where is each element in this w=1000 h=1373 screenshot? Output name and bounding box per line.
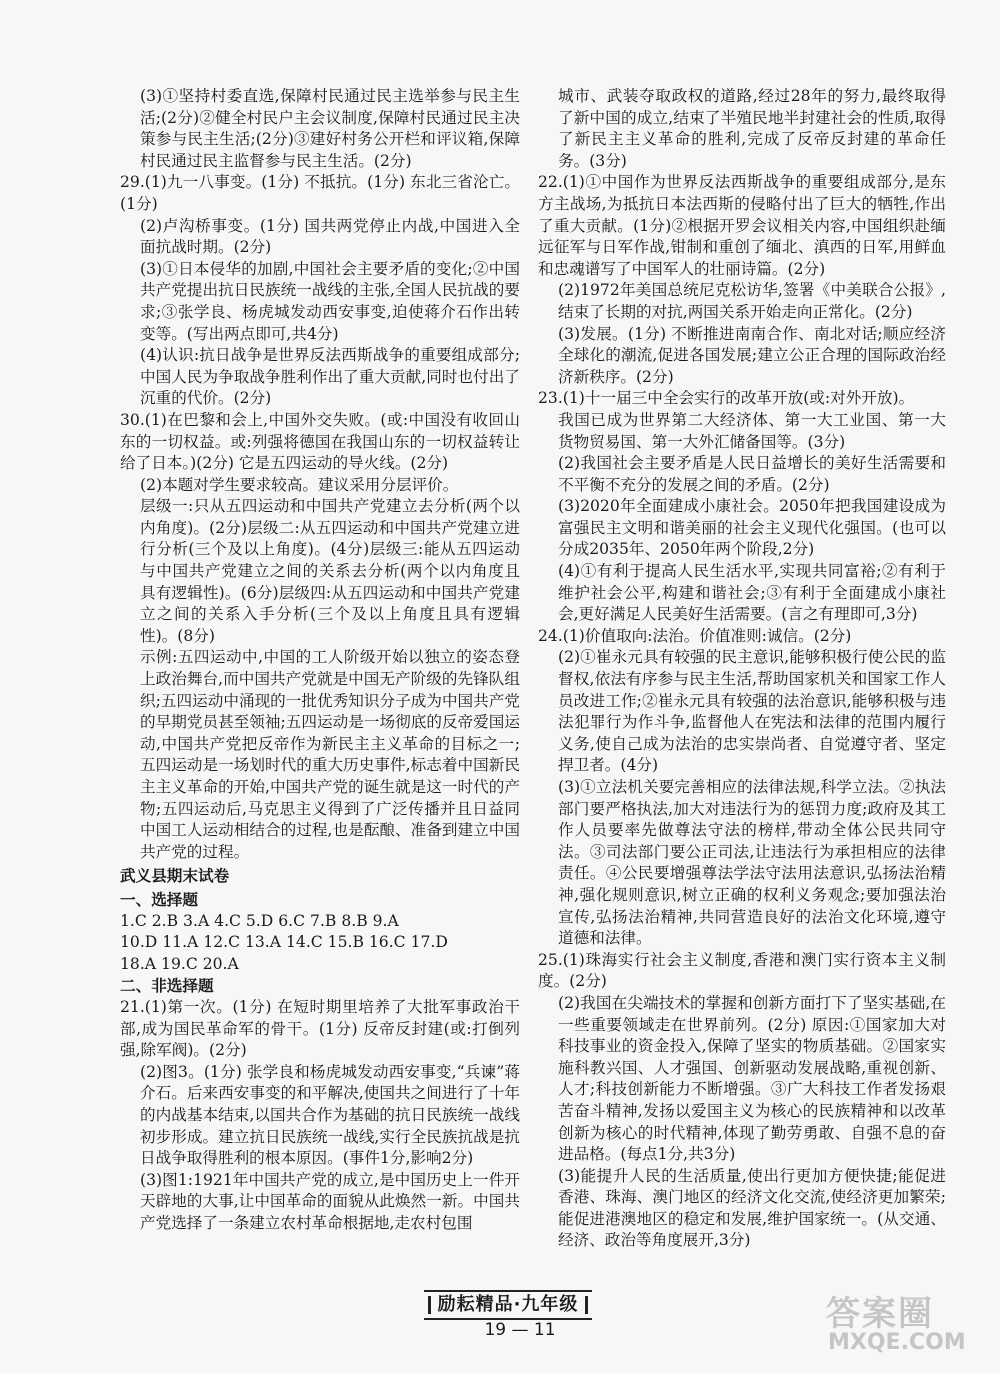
footer-brand: 励耘精品·九年级 — [424, 1290, 592, 1320]
answer-22-1: 22.(1)①中国作为世界反法西斯战争的重要组成部分,是东方主战场,为抵抗日本法西斯的侵略付出了巨大的牺牲,作出了重大贡献。(1分)②根据开罗会议相关内容,中国组织赴缅远征军与日军作战,钳制和重创了缅北、滇西的日军,用鲜血和忠魂谱写了中国军人的壮丽诗篇。(2分) — [538, 173, 946, 278]
answer-30-levels: 层级一:只从五四运动和中国共产党建立去分析(两个以内角度)。(2分)层级二:从五四运动和中国共产党建立进行分析(三个及以上角度)。(4分)层级三:能从五四运动与中国共产党建立之间的关系去分析(两个以内角度且具有逻辑性)。(6分)层级四:从五四运动和中国共产党建立之间的关系入手分析(三个及以上角度且具有逻辑性)。(8分) — [140, 497, 520, 645]
answer-23-2: (2)我国社会主要矛盾是人民日益增长的美好生活需要和不平衡不充分的发展之间的矛盾。(2分) — [558, 454, 946, 494]
answer-23-1-cont: 我国已成为世界第二大经济体、第一大工业国、第一大货物贸易国、第一大外汇储备国等。(3分) — [558, 410, 946, 451]
watermark-url: MXQE.COM — [828, 1330, 966, 1355]
choice-answers-row-2: 10.D 11.A 12.C 13.A 14.C 15.B 16.C 17.D — [120, 933, 448, 952]
answer-29-4: (4)认识:抗日战争是世界反法西斯战争的重要组成部分;中国人民为争取战争胜利作出了重大贡献,同时也付出了沉重的代价。(2分) — [140, 346, 520, 408]
left-column — [120, 86, 520, 1234]
answer-29-2: (2)卢沟桥事变。(1分) 国共两党停止内战,中国进入全面抗战时期。(2分) — [140, 216, 520, 257]
answer-24-1: 24.(1)价值取向:法治。价值准则:诚信。(2分) — [538, 626, 852, 645]
page-number: 19 — 11 — [484, 1320, 556, 1340]
answer-25-3: (3)能提升人民的生活质量,使出行更加方便快捷;能促进香港、珠海、澳门地区的经济文化交流,使经济更加繁荣;能促进港澳地区的稳定和发展,维护国家统一。(从交通、经济、政治等角度展开,3分) — [558, 1166, 946, 1250]
choice-answers-row-1: 1.C 2.B 3.A 4.C 5.D 6.C 7.B 8.B 9.A — [120, 911, 399, 930]
answer-22-3: (3)发展。(1分) 不断推进南南合作、南北对话;顺应经济全球化的潮流,促进各国发展;建立公正合理的国际政治经济新秩序。(2分) — [558, 324, 946, 386]
answer-29-3: (3)①日本侵华的加剧,中国社会主要矛盾的变化;②中国共产党提出抗日民族统一战线的主张,全国人民抗战的要求;③张学良、杨虎城发动西安事变,迫使蒋介石作出转变等。(写出两点即可,共4分) — [140, 259, 520, 343]
answer-28-3: (3)①坚持村委直选,保障村民通过民主选举参与民主生活;(2分)②健全村民户主会议制度,保障村民通过民主决策参与民主生活;(2分)③建好村务公开栏和评议箱,保障村民通过民主监督参与民主生活。(2分) — [140, 87, 520, 170]
answer-21-1: 21.(1)第一次。(1分) 在短时期里培养了大批军事政治干部,成为国民革命军的骨干。(1分) 反帝反封建(或:打倒列强,除军阀)。(2分) — [120, 997, 520, 1060]
answer-21-3-cont: 城市、武装夺取政权的道路,经过28年的努力,最终取得了新中国的成立,结束了半殖民地半封建社会的性质,取得了新民主主义革命的胜利,完成了反帝反封建的革命任务。(3分) — [558, 87, 946, 170]
answer-25-1: 25.(1)珠海实行社会主义制度,香港和澳门实行资本主义制度。(2分) — [538, 950, 946, 991]
exam-title: 武义县期末试卷 — [120, 866, 230, 886]
answer-30-2: (2)本题对学生要求较高。建议采用分层评价。 — [140, 475, 459, 494]
section-choice-heading: 一、选择题 — [120, 889, 198, 909]
choice-answers-row-3: 18.A 19.C 20.A — [120, 954, 239, 973]
watermark — [818, 1286, 988, 1366]
section-nonchoice-heading: 二、非选择题 — [120, 976, 214, 996]
answer-25-2: (2)我国在尖端技术的掌握和创新方面打下了坚实基础,在一些重要领域走在世界前列。(2分) 原因:①国家加大对科技事业的资金投入,保障了坚实的物质基础。②国家实施科教兴国、人才强国、创新驱动发展战略,重视创新、人才;科技创新能力不断增强。③广大科技工作者发扬艰苦奋斗精神,发扬以爱国主义为核心的民族精神和以改革创新为核心的时代精神,体现了勤劳勇敢、自强不息的奋进品格。(每点1分,共3分) — [558, 993, 946, 1164]
answer-23-1: 23.(1)十一届三中全会实行的改革开放(或:对外开放)。 — [538, 389, 915, 408]
answer-30-example: 示例:五四运动中,中国的工人阶级开始以独立的姿态登上政治舞台,而中国共产党就是中国无产阶级的先锋队组织;五四运动中涌现的一批优秀知识分子成为中国共产党的早期党员甚至领袖;五四运动是一场彻底的反帝爱国运动,中国共产党把反帝作为新民主主义革命的目标之一;五四运动是一场划时代的重大历史事件,标志着中国新民主主义革命的开始,中国共产党的诞生就是这一时代的产物;五四运动后,马克思主义得到了广泛传播并且日益同中国工人运动相结合的过程,也是酝酿、准备到建立中国共产党的过程。 — [140, 648, 520, 861]
right-column — [538, 86, 946, 1252]
answer-21-2: (2)图3。(1分) 张学良和杨虎城发动西安事变,“兵谏”蒋介石。后来西安事变的和平解决,使国共之间进行了十年的内战基本结束,以国共合作为基础的抗日民族统一战线初步形成。建立抗日民族统一战线,实行全民族抗战是抗日战争取得胜利的根本原因。(事件1分,影响2分) — [140, 1062, 520, 1168]
answer-24-2: (2)①崔永元具有较强的民主意识,能够积极行使公民的监督权,依法有序参与民主生活,帮助国家机关和国家工作人员改进工作;②崔永元具有较强的法治意识,能够积极与违法犯罪行为作斗争,监督他人在宪法和法律的范围内履行义务,使自己成为法治的忠实崇尚者、自觉遵守者、坚定捍卫者。(4分) — [558, 648, 946, 775]
answer-23-4: (4)①有利于提高人民生活水平,实现共同富裕;②有利于维护社会公平,构建和谐社会;③有利于全面建成小康社会,更好满足人民美好生活需要。(言之有理即可,3分) — [558, 562, 946, 624]
answer-22-2: (2)1972年美国总统尼克松访华,签署《中美联合公报》,结束了长期的对抗,两国关系开始走向正常化。(2分) — [558, 281, 946, 321]
answer-30-1: 30.(1)在巴黎和会上,中国外交失败。(或:中国没有收回山东的一切权益。或:列强将德国在我国山东的一切权益转让给了日本。)(2分) 它是五四运动的导火线。(2分) — [120, 410, 520, 473]
answer-23-3: (3)2020年全面建成小康社会。2050年把我国建设成为富强民主文明和谐美丽的社会主义现代化强国。(也可以分成2035年、2050年两个阶段,2分) — [558, 497, 946, 559]
answer-21-3: (3)图1:1921年中国共产党的成立,是中国历史上一件开天辟地的大事,让中国革命的面貌从此焕然一新。中国共产党选择了一条建立农村革命根据地,走农村包围 — [140, 1170, 520, 1232]
answer-29-1: 29.(1)九一八事变。(1分) 不抵抗。(1分) 东北三省沦亡。(1分) — [120, 173, 520, 213]
watermark-logo: 答案圈 — [826, 1294, 934, 1334]
answer-24-3: (3)①立法机关要完善相应的法律法规,科学立法。②执法部门要严格执法,加大对违法行为的惩罚力度;政府及其工作人员要率先做尊法守法的榜样,带动全体公民共同守法。③司法部门要公正司法,让违法行为承担相应的法律责任。④公民要增强尊法学法守法用法意识,弘扬法治精神,强化规则意识,树立正确的权利义务观念;要加强法治宣传,弘扬法治精神,共同营造良好的法治文化环境,遵守道德和法律。 — [558, 778, 946, 948]
